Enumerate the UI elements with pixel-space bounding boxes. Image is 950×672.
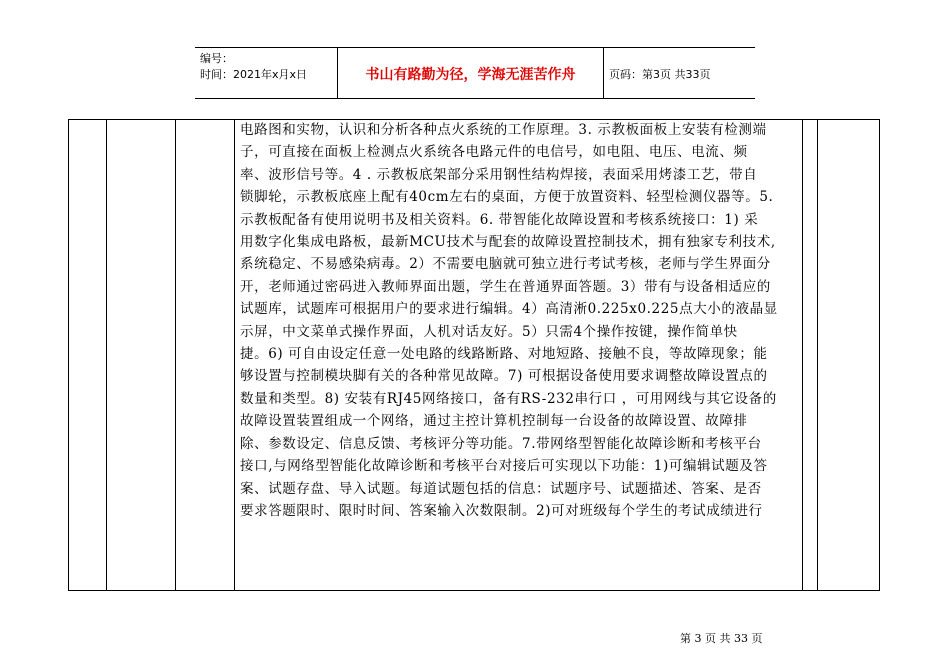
- body-line: 够设置与控制模块脚有关的各种常见故障。7) 可根据设备使用要求调整故障设置点的: [240, 368, 768, 385]
- body-line: 开，老师通过密码进入教师界面出题，学生在普通界面答题。3）带有与设备相适应的: [240, 278, 771, 295]
- body-line: 系统稳定、不易感染病毒。2）不需要电脑就可独立进行考试考核，老师与学生界面分: [240, 256, 771, 273]
- header-page-number: 页码：第3页 共33页: [609, 68, 711, 81]
- header-divider: [603, 48, 604, 98]
- table-column-line: [68, 120, 69, 590]
- body-line: 案、试题存盘、导入试题。每道试题包括的信息：试题序号、试题描述、答案、是否: [240, 480, 762, 497]
- body-line: 接口,与网络型智能化故障诊断和考核平台对接后可实现以下功能：1)可编辑试题及答: [240, 458, 768, 475]
- body-line: 率、波形信号等。4 . 示教板底架部分采用钢性结构焊接，表面采用烤漆工艺，带自: [240, 166, 758, 183]
- spec-description: [240, 119, 800, 522]
- body-line: 示屏，中文菜单式操作界面，人机对话友好。5）只需4个操作按键，操作简单快: [240, 323, 738, 340]
- body-line: 电路图和实物，认识和分析各种点火系统的工作原理。3. 示教板面板上安装有检测端: [240, 122, 767, 138]
- table-column-line: [802, 120, 803, 590]
- body-line: 要求答题限时、限时时间、答案输入次数限制。2)可对班级每个学生的考试成绩进行: [240, 502, 763, 519]
- header-meta: [200, 51, 307, 83]
- header-motto: 书山有路勤为径，学海无涯苦作舟: [365, 67, 576, 83]
- number-label: 编号：: [200, 52, 233, 65]
- time-label: 时间：2021年x月x日: [200, 68, 308, 81]
- table-column-line: [879, 120, 880, 590]
- body-line: 用数字化集成电路板，最新MCU技术与配套的故障设置控制技术，拥有独家专利技术,: [240, 234, 776, 251]
- body-line: 子，可直接在面板上检测点火系统各电路元件的电信号，如电阻、电压、电流、频: [240, 144, 748, 161]
- body-line: 除、参数设定、信息反馈、考核评分等功能。7.带网络型智能化故障诊断和考核平台: [240, 435, 762, 452]
- table-column-line: [817, 120, 818, 590]
- page-header: [195, 47, 755, 99]
- body-line: 故障设置装置组成一个网络，通过主控计算机控制每一台设备的故障设置、故障排: [240, 413, 748, 430]
- page-footer: 第 3 页 共 33 页: [680, 632, 763, 645]
- body-line: 试题库，试题库可根据用户的要求进行编辑。4）高清淅0.225x0.225点大小的液晶显: [240, 301, 778, 318]
- body-line: 数量和类型。8) 安装有RJ45网络接口，备有RS-232串行口 ，可用网线与其它设备的: [240, 390, 777, 407]
- body-line: 锁脚轮，示教板底座上配有40cm左右的桌面，方便于放置资料、轻型检测仪器等。5.: [240, 189, 774, 206]
- table-column-line: [234, 120, 235, 590]
- body-line: 示教板配备有使用说明书及相关资料。6. 带智能化故障设置和考核系统接口：1) 采: [240, 211, 759, 228]
- table-column-line: [175, 120, 176, 590]
- table-column-line: [106, 120, 107, 590]
- body-line: 捷。6) 可自由设定任意一处电路的线路断路、对地短路、接触不良，等故障现象；能: [240, 346, 768, 363]
